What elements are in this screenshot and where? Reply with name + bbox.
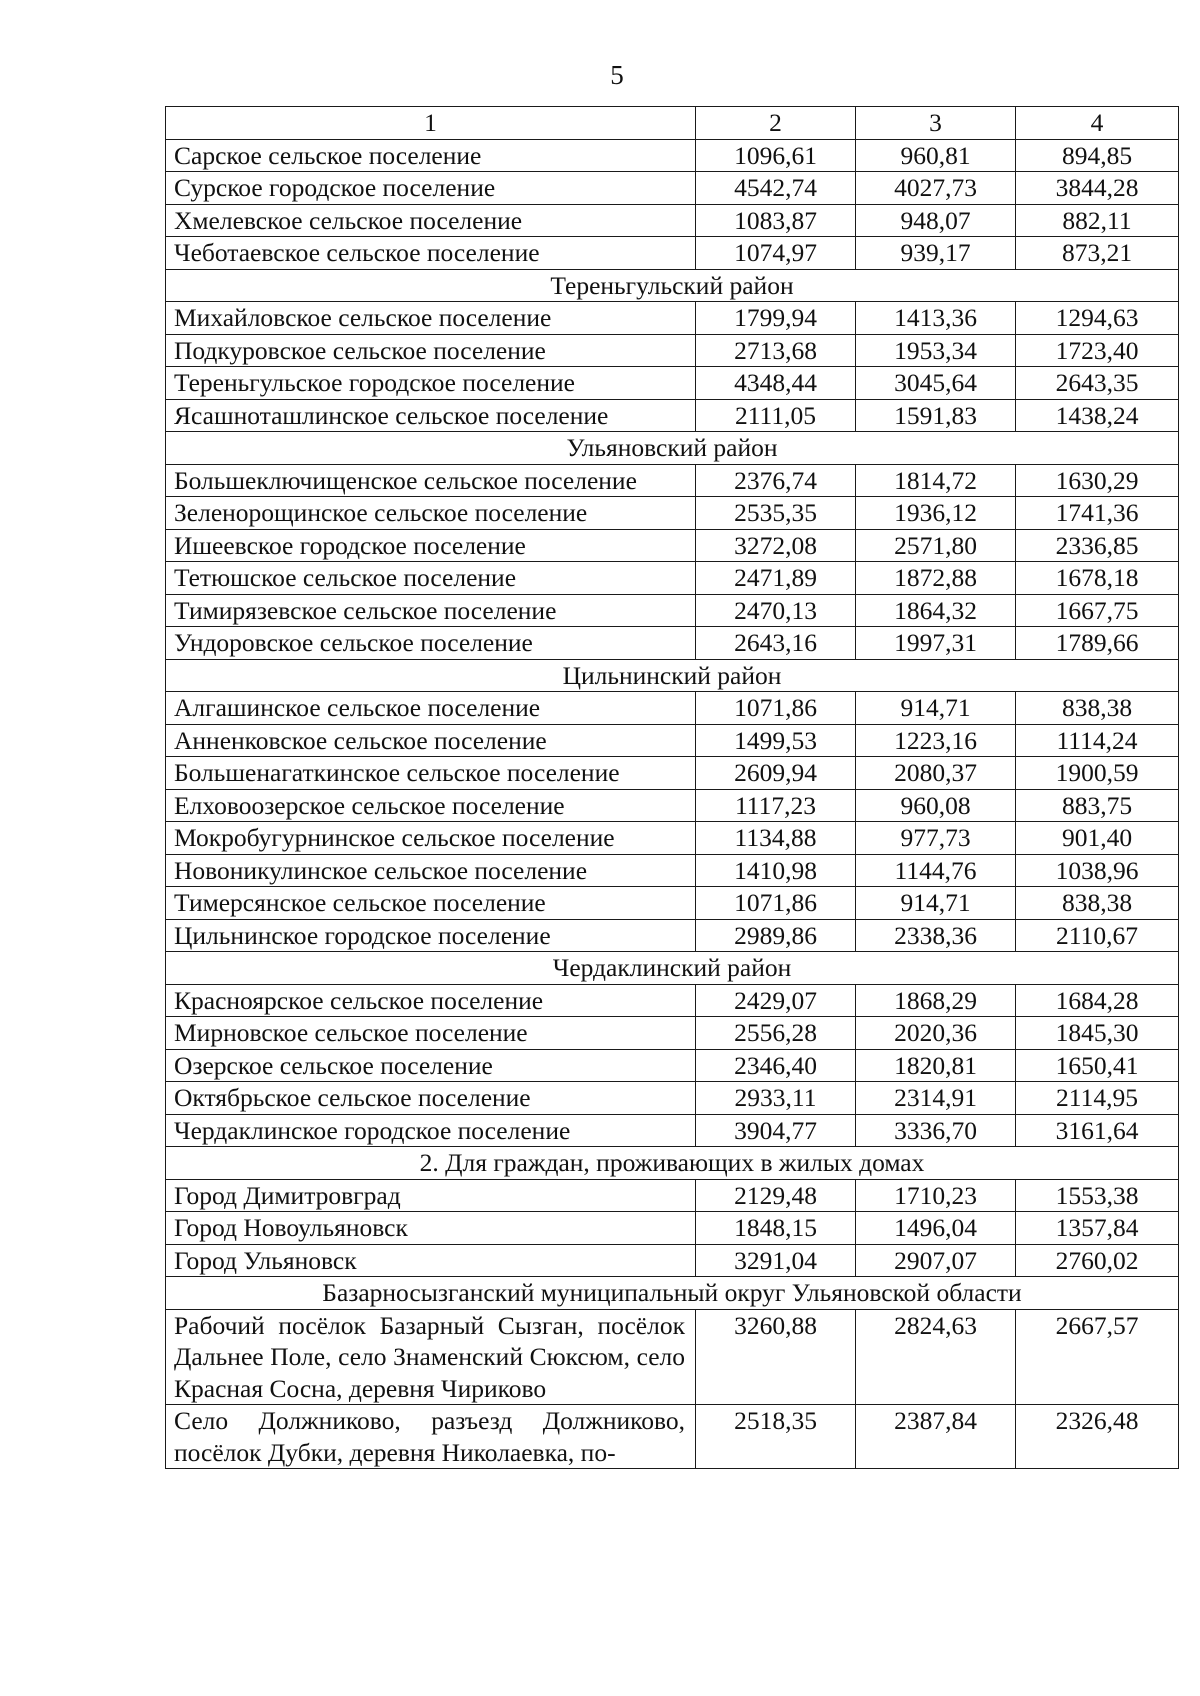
value-col-4: 2110,67	[1016, 919, 1179, 952]
settlement-name: Чердаклинское городское поселение	[166, 1114, 696, 1147]
settlement-name: Тереньгульское городское поселение	[166, 367, 696, 400]
value-col-2: 1499,53	[696, 724, 856, 757]
settlement-name: Ундоровское сельское поселение	[166, 627, 696, 660]
table-row	[166, 692, 1179, 725]
settlement-name: Чеботаевское сельское поселение	[166, 237, 696, 270]
table-row	[166, 172, 1179, 205]
table-row	[166, 562, 1179, 595]
value-col-3: 2020,36	[856, 1017, 1016, 1050]
value-col-3: 2080,37	[856, 757, 1016, 790]
settlement-name: Елховоозерское сельское поселение	[166, 789, 696, 822]
value-col-2: 1117,23	[696, 789, 856, 822]
value-col-2: 4542,74	[696, 172, 856, 205]
section-title: Тереньгульский район	[166, 269, 1179, 302]
value-col-2: 1799,94	[696, 302, 856, 335]
value-col-4: 2643,35	[1016, 367, 1179, 400]
value-col-4: 1553,38	[1016, 1179, 1179, 1212]
value-col-2: 2376,74	[696, 464, 856, 497]
settlement-name: Сарское сельское поселение	[166, 139, 696, 172]
settlement-name: Алгашинское сельское поселение	[166, 692, 696, 725]
value-col-2: 1074,97	[696, 237, 856, 270]
value-col-4: 1789,66	[1016, 627, 1179, 660]
value-col-4: 3161,64	[1016, 1114, 1179, 1147]
value-col-4: 1684,28	[1016, 984, 1179, 1017]
table-row	[166, 594, 1179, 627]
value-col-3: 1872,88	[856, 562, 1016, 595]
value-col-3: 939,17	[856, 237, 1016, 270]
table-row	[166, 1309, 1179, 1405]
table-row	[166, 789, 1179, 822]
table-row	[166, 334, 1179, 367]
value-col-3: 2907,07	[856, 1244, 1016, 1277]
value-col-4: 873,21	[1016, 237, 1179, 270]
settlement-name: Сурское городское поселение	[166, 172, 696, 205]
value-col-2: 2535,35	[696, 497, 856, 530]
section-row	[166, 1277, 1179, 1310]
value-col-3: 1820,81	[856, 1049, 1016, 1082]
value-col-3: 1144,76	[856, 854, 1016, 887]
value-col-3: 1413,36	[856, 302, 1016, 335]
table-row	[166, 367, 1179, 400]
value-col-2: 2518,35	[696, 1405, 856, 1469]
value-col-4: 1114,24	[1016, 724, 1179, 757]
section-row	[166, 269, 1179, 302]
value-col-3: 960,81	[856, 139, 1016, 172]
table-row	[166, 1405, 1179, 1469]
value-col-3: 2824,63	[856, 1309, 1016, 1405]
value-col-4: 1667,75	[1016, 594, 1179, 627]
value-col-2: 1071,86	[696, 692, 856, 725]
header-cell-3: 3	[856, 107, 1016, 140]
value-col-2: 2471,89	[696, 562, 856, 595]
value-col-3: 914,71	[856, 887, 1016, 920]
settlement-name: Город Димитровград	[166, 1179, 696, 1212]
settlement-name: Ясашноташлинское сельское поселение	[166, 399, 696, 432]
settlement-name: Город Ульяновск	[166, 1244, 696, 1277]
value-col-3: 4027,73	[856, 172, 1016, 205]
table-row	[166, 204, 1179, 237]
page-number: 5	[610, 60, 624, 90]
value-col-4: 901,40	[1016, 822, 1179, 855]
value-col-4: 2326,48	[1016, 1405, 1179, 1469]
settlement-name: Город Новоульяновск	[166, 1212, 696, 1245]
value-col-4: 2760,02	[1016, 1244, 1179, 1277]
value-col-2: 2111,05	[696, 399, 856, 432]
value-col-3: 1591,83	[856, 399, 1016, 432]
value-col-2: 1096,61	[696, 139, 856, 172]
section-row	[166, 952, 1179, 985]
value-col-3: 2338,36	[856, 919, 1016, 952]
value-col-4: 2336,85	[1016, 529, 1179, 562]
settlement-name: Село Должниково, разъезд Должниково, посёлок Дубки, деревня Николаевка, по-	[166, 1405, 696, 1469]
value-col-4: 838,38	[1016, 692, 1179, 725]
value-col-4: 1900,59	[1016, 757, 1179, 790]
settlement-name: Цильнинское городское поселение	[166, 919, 696, 952]
section-row	[166, 432, 1179, 465]
table-row	[166, 399, 1179, 432]
value-col-4: 2114,95	[1016, 1082, 1179, 1115]
settlement-name: Октябрьское сельское поселение	[166, 1082, 696, 1115]
value-col-4: 1357,84	[1016, 1212, 1179, 1245]
settlement-name: Тимерсянское сельское поселение	[166, 887, 696, 920]
value-col-3: 1814,72	[856, 464, 1016, 497]
value-col-2: 4348,44	[696, 367, 856, 400]
value-col-4: 1845,30	[1016, 1017, 1179, 1050]
value-col-3: 1864,32	[856, 594, 1016, 627]
value-col-2: 2470,13	[696, 594, 856, 627]
settlement-name: Озерское сельское поселение	[166, 1049, 696, 1082]
value-col-2: 2429,07	[696, 984, 856, 1017]
header-cell-4: 4	[1016, 107, 1179, 140]
settlement-name: Тетюшское сельское поселение	[166, 562, 696, 595]
value-col-2: 1083,87	[696, 204, 856, 237]
table-row	[166, 1244, 1179, 1277]
table-header-row	[166, 107, 1179, 140]
value-col-4: 1038,96	[1016, 854, 1179, 887]
value-col-4: 2667,57	[1016, 1309, 1179, 1405]
section-title: 2. Для граждан, проживающих в жилых домах	[166, 1147, 1179, 1180]
value-col-2: 1071,86	[696, 887, 856, 920]
section-row	[166, 1147, 1179, 1180]
value-col-2: 2713,68	[696, 334, 856, 367]
value-col-2: 3904,77	[696, 1114, 856, 1147]
table-row	[166, 854, 1179, 887]
table-row	[166, 497, 1179, 530]
settlement-name: Мирновское сельское поселение	[166, 1017, 696, 1050]
value-col-4: 1741,36	[1016, 497, 1179, 530]
table-row	[166, 464, 1179, 497]
section-title: Цильнинский район	[166, 659, 1179, 692]
value-col-4: 1294,63	[1016, 302, 1179, 335]
value-col-2: 1410,98	[696, 854, 856, 887]
table-row	[166, 724, 1179, 757]
value-col-3: 1936,12	[856, 497, 1016, 530]
value-col-3: 948,07	[856, 204, 1016, 237]
value-col-3: 3336,70	[856, 1114, 1016, 1147]
header-cell-1: 1	[166, 107, 696, 140]
table-row	[166, 1114, 1179, 1147]
value-col-4: 838,38	[1016, 887, 1179, 920]
settlement-name: Зеленорощинское сельское поселение	[166, 497, 696, 530]
section-title: Чердаклинский район	[166, 952, 1179, 985]
value-col-3: 1710,23	[856, 1179, 1016, 1212]
table-row	[166, 1049, 1179, 1082]
value-col-3: 977,73	[856, 822, 1016, 855]
table-row	[166, 1082, 1179, 1115]
table-row	[166, 822, 1179, 855]
section-title: Базарносызганский муниципальный округ Ульяновской области	[166, 1277, 1179, 1310]
section-title: Ульяновский район	[166, 432, 1179, 465]
value-col-3: 1868,29	[856, 984, 1016, 1017]
settlement-name: Хмелевское сельское поселение	[166, 204, 696, 237]
value-col-4: 3844,28	[1016, 172, 1179, 205]
settlement-name: Новоникулинское сельское поселение	[166, 854, 696, 887]
value-col-3: 1223,16	[856, 724, 1016, 757]
value-col-3: 1953,34	[856, 334, 1016, 367]
value-col-2: 2346,40	[696, 1049, 856, 1082]
settlement-name: Подкуровское сельское поселение	[166, 334, 696, 367]
settlement-name: Большенагаткинское сельское поселение	[166, 757, 696, 790]
table-row	[166, 237, 1179, 270]
value-col-2: 3260,88	[696, 1309, 856, 1405]
value-col-2: 3272,08	[696, 529, 856, 562]
value-col-2: 1848,15	[696, 1212, 856, 1245]
value-col-4: 882,11	[1016, 204, 1179, 237]
settlement-name: Мокробугурнинское сельское поселение	[166, 822, 696, 855]
table-row	[166, 1017, 1179, 1050]
table-row	[166, 627, 1179, 660]
value-col-3: 2571,80	[856, 529, 1016, 562]
table-row	[166, 1179, 1179, 1212]
table-row	[166, 984, 1179, 1017]
settlement-name: Большеключищенское сельское поселение	[166, 464, 696, 497]
table-row	[166, 919, 1179, 952]
settlement-name: Анненковское сельское поселение	[166, 724, 696, 757]
table-row	[166, 302, 1179, 335]
value-col-2: 2609,94	[696, 757, 856, 790]
value-col-3: 1997,31	[856, 627, 1016, 660]
table-row	[166, 887, 1179, 920]
value-col-3: 3045,64	[856, 367, 1016, 400]
value-col-3: 1496,04	[856, 1212, 1016, 1245]
value-col-4: 1438,24	[1016, 399, 1179, 432]
value-col-4: 1678,18	[1016, 562, 1179, 595]
value-col-3: 914,71	[856, 692, 1016, 725]
value-col-2: 2556,28	[696, 1017, 856, 1050]
value-col-4: 883,75	[1016, 789, 1179, 822]
settlement-name: Красноярское сельское поселение	[166, 984, 696, 1017]
value-col-2: 2933,11	[696, 1082, 856, 1115]
tariff-table	[165, 106, 1179, 1469]
value-col-2: 2129,48	[696, 1179, 856, 1212]
value-col-4: 1723,40	[1016, 334, 1179, 367]
section-row	[166, 659, 1179, 692]
value-col-2: 1134,88	[696, 822, 856, 855]
settlement-name: Тимирязевское сельское поселение	[166, 594, 696, 627]
value-col-4: 1630,29	[1016, 464, 1179, 497]
settlement-name: Ишеевское городское поселение	[166, 529, 696, 562]
value-col-2: 2989,86	[696, 919, 856, 952]
table-row	[166, 1212, 1179, 1245]
table-row	[166, 757, 1179, 790]
value-col-3: 2314,91	[856, 1082, 1016, 1115]
settlement-name: Рабочий посёлок Базарный Сызган, посёлок Дальнее Поле, село Знаменский Сюксюм, село Красная Сосна, деревня Чириково	[166, 1309, 696, 1405]
table-row	[166, 529, 1179, 562]
value-col-2: 2643,16	[696, 627, 856, 660]
table-row	[166, 139, 1179, 172]
value-col-4: 894,85	[1016, 139, 1179, 172]
value-col-4: 1650,41	[1016, 1049, 1179, 1082]
value-col-2: 3291,04	[696, 1244, 856, 1277]
value-col-3: 2387,84	[856, 1405, 1016, 1469]
value-col-3: 960,08	[856, 789, 1016, 822]
header-cell-2: 2	[696, 107, 856, 140]
settlement-name: Михайловское сельское поселение	[166, 302, 696, 335]
